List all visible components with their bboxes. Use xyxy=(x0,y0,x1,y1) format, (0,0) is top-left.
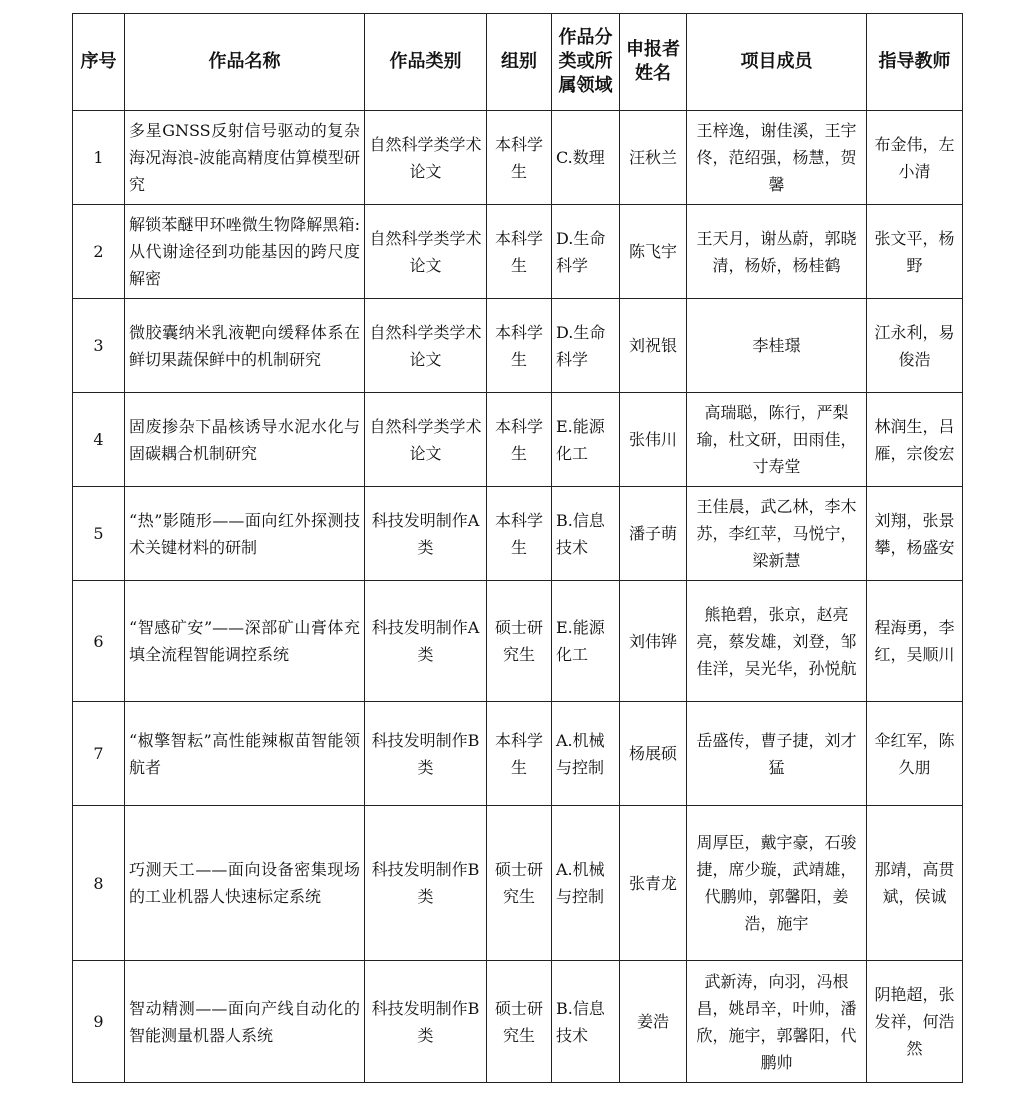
table-row xyxy=(73,393,963,487)
cell-advisor: 江永利，易俊浩 xyxy=(867,299,963,393)
table-row xyxy=(73,487,963,581)
table-row xyxy=(73,299,963,393)
cell-group: 本科学生 xyxy=(487,299,552,393)
cell-name: 巧测天工——面向设备密集现场的工业机器人快速标定系统 xyxy=(125,806,365,961)
cell-advisor: 阴艳超，张发祥，何浩然 xyxy=(867,961,963,1083)
cell-name: 固废掺杂下晶核诱导水泥水化与固碳耦合机制研究 xyxy=(125,393,365,487)
cell-advisor: 林润生，吕雁，宗俊宏 xyxy=(867,393,963,487)
cell-category: 自然科学类学术论文 xyxy=(365,299,487,393)
cell-name: 解锁苯醚甲环唑微生物降解黑箱:从代谢途径到功能基因的跨尺度解密 xyxy=(125,205,365,299)
cell-category: 科技发明制作B类 xyxy=(365,806,487,961)
cell-members: 熊艳碧，张京，赵亮亮，蔡发雄，刘登，邹佳洋，吴光华，孙悦航 xyxy=(687,581,867,702)
header-category: 作品类别 xyxy=(365,14,487,111)
header-group: 组别 xyxy=(487,14,552,111)
cell-members: 周厚臣，戴宇豪，石骏捷，席少璇，武靖雄，代鹏帅，郭馨阳，姜浩，施宇 xyxy=(687,806,867,961)
table-row xyxy=(73,581,963,702)
cell-applicant: 姜浩 xyxy=(620,961,687,1083)
cell-applicant: 杨展硕 xyxy=(620,702,687,806)
cell-domain: D.生命科学 xyxy=(552,299,620,393)
cell-members: 王佳晨，武乙林，李木苏，李红苹，马悦宁，梁新慧 xyxy=(687,487,867,581)
cell-domain: E.能源化工 xyxy=(552,581,620,702)
cell-group: 硕士研究生 xyxy=(487,581,552,702)
cell-index: 8 xyxy=(73,806,125,961)
cell-index: 6 xyxy=(73,581,125,702)
cell-category: 自然科学类学术论文 xyxy=(365,205,487,299)
cell-members: 王梓逸，谢佳溪，王宇佟，范绍强，杨慧，贺馨 xyxy=(687,111,867,205)
header-applicant: 申报者姓名 xyxy=(620,14,687,111)
cell-advisor: 布金伟，左小清 xyxy=(867,111,963,205)
table-row xyxy=(73,205,963,299)
cell-group: 本科学生 xyxy=(487,393,552,487)
cell-category: 科技发明制作A类 xyxy=(365,487,487,581)
cell-category: 自然科学类学术论文 xyxy=(365,393,487,487)
cell-applicant: 汪秋兰 xyxy=(620,111,687,205)
cell-domain: B.信息技术 xyxy=(552,961,620,1083)
cell-index: 2 xyxy=(73,205,125,299)
cell-domain: E.能源化工 xyxy=(552,393,620,487)
table-row xyxy=(73,111,963,205)
cell-name: “热”影随形——面向红外探测技术关键材料的研制 xyxy=(125,487,365,581)
cell-name: 微胶囊纳米乳液靶向缓释体系在鲜切果蔬保鲜中的机制研究 xyxy=(125,299,365,393)
cell-index: 3 xyxy=(73,299,125,393)
cell-advisor: 伞红军，陈久朋 xyxy=(867,702,963,806)
cell-group: 本科学生 xyxy=(487,487,552,581)
cell-applicant: 刘伟铧 xyxy=(620,581,687,702)
cell-index: 1 xyxy=(73,111,125,205)
cell-members: 李桂璟 xyxy=(687,299,867,393)
header-row xyxy=(73,14,963,111)
cell-applicant: 张伟川 xyxy=(620,393,687,487)
cell-advisor: 张文平，杨野 xyxy=(867,205,963,299)
cell-domain: A.机械与控制 xyxy=(552,702,620,806)
header-name: 作品名称 xyxy=(125,14,365,111)
table-row xyxy=(73,806,963,961)
cell-group: 本科学生 xyxy=(487,205,552,299)
cell-category: 自然科学类学术论文 xyxy=(365,111,487,205)
header-advisor: 指导教师 xyxy=(867,14,963,111)
cell-members: 王天月，谢丛蔚，郭晓清，杨娇，杨桂鹤 xyxy=(687,205,867,299)
cell-applicant: 张青龙 xyxy=(620,806,687,961)
cell-members: 高瑞聪，陈行，严梨瑜，杜文研，田雨佳，寸寿堂 xyxy=(687,393,867,487)
cell-index: 5 xyxy=(73,487,125,581)
cell-group: 本科学生 xyxy=(487,702,552,806)
cell-category: 科技发明制作B类 xyxy=(365,702,487,806)
cell-applicant: 陈飞宇 xyxy=(620,205,687,299)
cell-members: 武新涛，向羽，冯根昌，姚昂辛，叶帅，潘欣，施宇，郭馨阳，代鹏帅 xyxy=(687,961,867,1083)
cell-domain: B.信息技术 xyxy=(552,487,620,581)
cell-group: 硕士研究生 xyxy=(487,961,552,1083)
cell-index: 9 xyxy=(73,961,125,1083)
cell-category: 科技发明制作B类 xyxy=(365,961,487,1083)
cell-name: “智感矿安”——深部矿山膏体充填全流程智能调控系统 xyxy=(125,581,365,702)
cell-members: 岳盛传，曹子捷，刘才猛 xyxy=(687,702,867,806)
header-domain: 作品分类或所属领域 xyxy=(552,14,620,111)
cell-index: 7 xyxy=(73,702,125,806)
cell-name: “椒擎智耘”高性能辣椒苗智能领航者 xyxy=(125,702,365,806)
cell-group: 本科学生 xyxy=(487,111,552,205)
cell-group: 硕士研究生 xyxy=(487,806,552,961)
cell-applicant: 刘祝银 xyxy=(620,299,687,393)
header-index: 序号 xyxy=(73,14,125,111)
cell-advisor: 那靖，高贯斌，侯诚 xyxy=(867,806,963,961)
header-members: 项目成员 xyxy=(687,14,867,111)
table-row xyxy=(73,702,963,806)
cell-category: 科技发明制作A类 xyxy=(365,581,487,702)
cell-name: 智动精测——面向产线自动化的智能测量机器人系统 xyxy=(125,961,365,1083)
cell-advisor: 刘翔，张景攀，杨盛安 xyxy=(867,487,963,581)
table-row xyxy=(73,961,963,1083)
cell-domain: A.机械与控制 xyxy=(552,806,620,961)
cell-applicant: 潘子萌 xyxy=(620,487,687,581)
cell-advisor: 程海勇，李红，吴顺川 xyxy=(867,581,963,702)
cell-domain: D.生命科学 xyxy=(552,205,620,299)
cell-index: 4 xyxy=(73,393,125,487)
awards-table xyxy=(72,13,963,1083)
cell-name: 多星GNSS反射信号驱动的复杂海况海浪-波能高精度估算模型研究 xyxy=(125,111,365,205)
cell-domain: C.数理 xyxy=(552,111,620,205)
